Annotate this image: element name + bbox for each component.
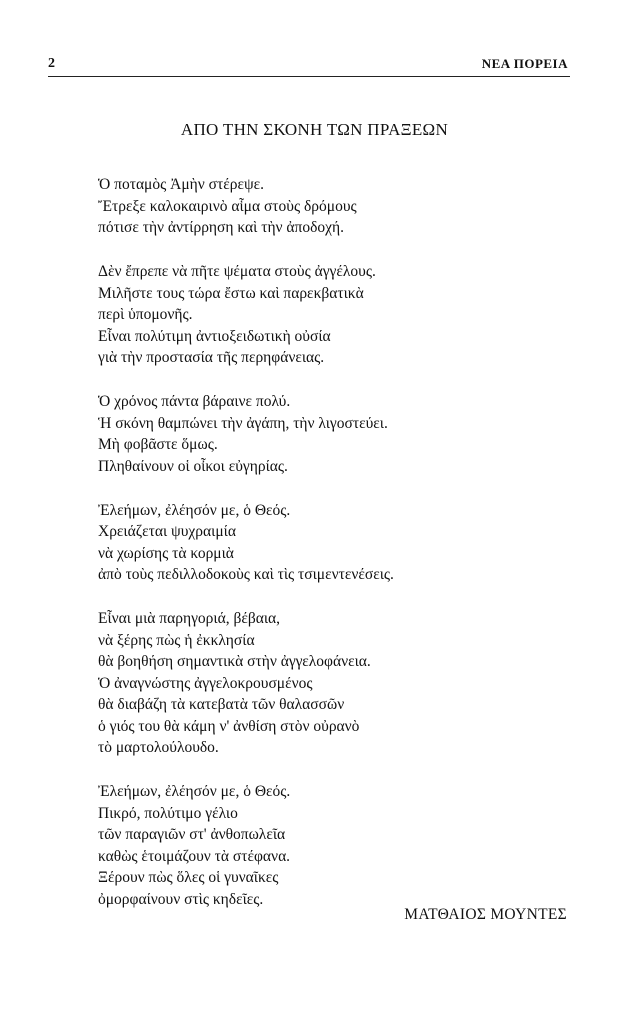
poem-line: Εἶναι μιὰ παρηγοριά, βέβαια, (98, 610, 281, 627)
poem-line: νὰ ξέρης πὼς ἡ ἐκκλησία (98, 631, 255, 649)
poem-line: καθὼς ἑτοιμάζουν τὰ στέφανα. (98, 847, 291, 865)
poem-stanza (98, 174, 578, 239)
poem-stanza (98, 500, 578, 586)
journal-title: ΝΕΑ ΠΟΡΕΙΑ (481, 56, 568, 71)
poem-line: Δὲν ἔπρεπε νὰ πῆτε ψέματα στοὺς ἀγγέλους. (98, 263, 376, 280)
poem-line: Ἐλεήμων, ἐλέησόν με, ὁ Θεός. (98, 501, 291, 519)
poem-title: ΑΠΟ ΤΗΝ ΣΚΟΝΗ ΤΩΝ ΠΡΑΞΕΩΝ (180, 120, 449, 139)
poem-line: ὁ γιός του θὰ κάμη ν' ἀνθίση στὸν οὐρανὸ (98, 717, 360, 735)
poem-line: περὶ ὑπομονῆς. (98, 306, 193, 323)
poem-line: Ὁ ποταμὸς Ἀμὴν στέρεψε. (98, 176, 265, 193)
poem-line: Ἔτρεξε καλοκαιρινὸ αἷμα στοὺς δρόμους (98, 197, 357, 215)
poem-stanza (98, 261, 578, 369)
poem-line: Ἐλεήμων, ἐλέησόν με, ὁ Θεός. (98, 783, 291, 800)
poem-line: Χρειάζεται ψυχραιμία (98, 523, 236, 540)
poem-line: Μιλῆστε τους τώρα ἔστω καὶ παρεκβατικὰ (98, 284, 364, 302)
poem-line: θὰ διαβάζη τὰ κατεβατὰ τῶν θαλασσῶν (98, 696, 345, 713)
poem-line: Πικρό, πολύτιμο γέλιο (98, 804, 238, 822)
poem-line: πότισε τὴν ἀντίρρηση καὶ τὴν ἀποδοχή. (98, 219, 345, 236)
poem-line: Εἶναι πολύτιμη ἀντιοξειδωτικὴ οὐσία (98, 327, 331, 345)
poem-line: Ἡ σκόνη θαμπώνει τὴν ἀγάπη, τὴν λιγοστεύει. (98, 414, 388, 432)
poem-body (98, 174, 578, 933)
header-divider (48, 76, 570, 77)
poem-line: Ξέρουν πὼς ὅλες οἱ γυναῖκες (98, 869, 279, 886)
poem-line: Πληθαίνουν οἱ οἶκοι εὐγηρίας. (98, 457, 288, 475)
poem-stanza (98, 781, 578, 910)
poem-line: γιὰ τὴν προστασία τῆς περηφάνειας. (98, 349, 325, 366)
poem-line: τὸ μαρτολούλουδο. (98, 739, 219, 756)
poem-line: θὰ βοηθήση σημαντικὰ στὴν ἀγγελοφάνεια. (98, 653, 371, 670)
poem-line: τῶν παραγιῶν στ' ἀνθοπωλεῖα (98, 826, 286, 843)
poem-author: ΜΑΤΘΑΙΟΣ ΜΟΥΝΤΕΣ (404, 906, 567, 923)
poem-line: Μὴ φοβᾶστε ὅμως. (98, 436, 218, 453)
poem-line: νὰ χωρίσης τὰ κορμιὰ (98, 544, 234, 562)
poem-stanza (98, 608, 578, 759)
page-number: 2 (48, 56, 55, 71)
poem-line: ὀμορφαίνουν στὶς κηδεῖες. (98, 890, 264, 908)
poem-stanza (98, 391, 578, 477)
page-header (48, 56, 568, 74)
poem-line: Ὁ ἀναγνώστης ἀγγελοκρουσμένος (98, 674, 313, 692)
poem-line: ἀπὸ τοὺς πεδιλλοδοκοὺς καὶ τὶς τσιμεντενέσεις. (98, 566, 394, 583)
poem-line: Ὁ χρόνος πάντα βάραινε πολύ. (98, 393, 291, 410)
